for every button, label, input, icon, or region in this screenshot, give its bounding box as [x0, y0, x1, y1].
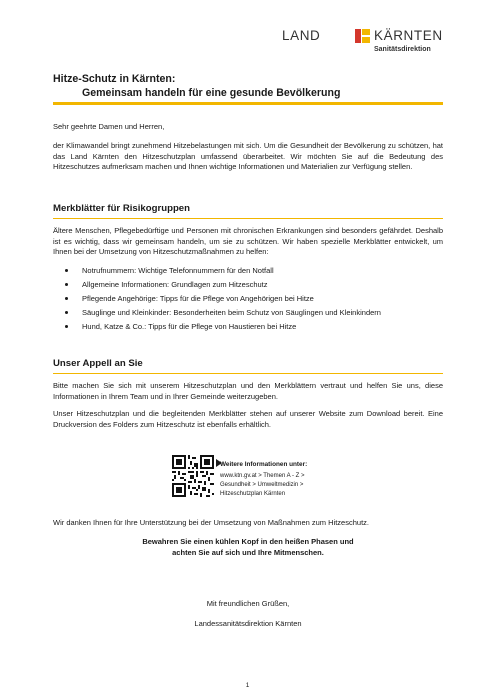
- more-info-link-line-1[interactable]: www.ktn.gv.at > Themen A - Z >: [220, 473, 305, 479]
- title-divider: [53, 102, 443, 105]
- intro-paragraph: der Klimawandel bringt zunehmend Hitzebelastungen mit sich. Um die Gesundheit der Bevölkerung zu schützen, hat das Land Kärnten den Hitzeschutzplan umfassend überarbeitet. Wir möchten Sie auf die Bedeutung des Hitzeschutzes aufmerksam machen und Ihnen wichtige Informationen und Materialien zur Verfügung stellen.: [53, 141, 443, 172]
- more-info-heading: Weitere Informationen unter:: [220, 461, 308, 468]
- appeal-line-2: achten Sie auf sich und Ihre Mitmenschen.: [172, 548, 324, 557]
- thanks-paragraph: Wir danken Ihnen für Ihre Unterstützung bei der Umsetzung von Maßnahmen zum Hitzeschutz.: [53, 518, 369, 527]
- closing-greeting: Mit freundlichen Grüßen,: [206, 599, 290, 608]
- title-line-2: Gemeinsam handeln für eine gesunde Bevölkerung: [82, 87, 341, 99]
- page-number: 1: [245, 682, 250, 689]
- more-info-link-line-2[interactable]: Gesundheit > Umweltmedizin >: [220, 482, 304, 488]
- document-title: [53, 72, 443, 100]
- section-heading-appell: Unser Appell an Sie: [53, 358, 143, 369]
- bullet-icon: [65, 325, 68, 328]
- section-divider-1: [53, 218, 443, 219]
- kaernten-logo-mark-icon: [355, 29, 370, 43]
- section1-paragraph: Ältere Menschen, Pflegebedürftige und Personen mit chronischen Erkrankungen sind besonders gefährdet. Deshalb ist es wichtig, dass wir gemeinsam handeln, um sie zu schützen. Wir haben spezielle Merkblätter entwickelt, um Ihnen bei der Umsetzung von Hitzeschutzmaßnahmen zu helfen:: [53, 226, 443, 257]
- list-item: Notrufnummern: Wichtige Telefonnummern für den Notfall: [53, 266, 443, 280]
- bullet-icon: [65, 297, 68, 300]
- section2-paragraph-2: Unser Hitzeschutzplan und die begleitenden Merkblätter stehen auf unserer Website zum Download bereit. Eine Druckversion des Folders zum Hitzeschutz ist ebenfalls erhältlich.: [53, 409, 443, 429]
- list-item: Allgemeine Informationen: Grundlagen zum Hitzeschutz: [53, 280, 443, 294]
- bullet-icon: [65, 283, 68, 286]
- title-line-1: Hitze-Schutz in Kärnten:: [53, 73, 176, 85]
- bullet-icon: [65, 311, 68, 314]
- land-kaernten-logo: [282, 28, 442, 58]
- qr-code-icon[interactable]: [172, 455, 214, 497]
- more-info-link-line-3[interactable]: Hitzeschutzplan Kärnten: [220, 491, 286, 497]
- logo-subtitle: Sanitätsdirektion: [374, 46, 431, 53]
- section-divider-2: [53, 373, 443, 374]
- risk-group-list: [53, 266, 443, 336]
- bullet-icon: [65, 269, 68, 272]
- salutation: Sehr geehrte Damen und Herren,: [53, 122, 165, 131]
- more-info-box: [172, 455, 320, 507]
- appeal-text: [53, 536, 443, 558]
- logo-kaernten-text: KÄRNTEN: [374, 28, 443, 43]
- sender-name: Landessanitätsdirektion Kärnten: [194, 619, 302, 628]
- list-item: Pflegende Angehörige: Tipps für die Pflege von Angehörigen bei Hitze: [53, 294, 443, 308]
- section-heading-merkblaetter: Merkblätter für Risikogruppen: [53, 203, 190, 214]
- logo-land-text: LAND: [282, 28, 321, 43]
- list-item: Säuglinge und Kleinkinder: Besonderheiten beim Schutz von Säuglingen und Kleinkindern: [53, 308, 443, 322]
- section2-paragraph-1: Bitte machen Sie sich mit unserem Hitzeschutzplan und den Merkblättern vertraut und helfen Sie uns, diese Informationen in Ihrem Team und in Ihrer Gemeinde weiterzugeben.: [53, 381, 443, 401]
- appeal-line-1: Bewahren Sie einen kühlen Kopf in den heißen Phasen und: [142, 537, 354, 546]
- list-item: Hund, Katze & Co.: Tipps für die Pflege von Haustieren bei Hitze: [53, 322, 443, 336]
